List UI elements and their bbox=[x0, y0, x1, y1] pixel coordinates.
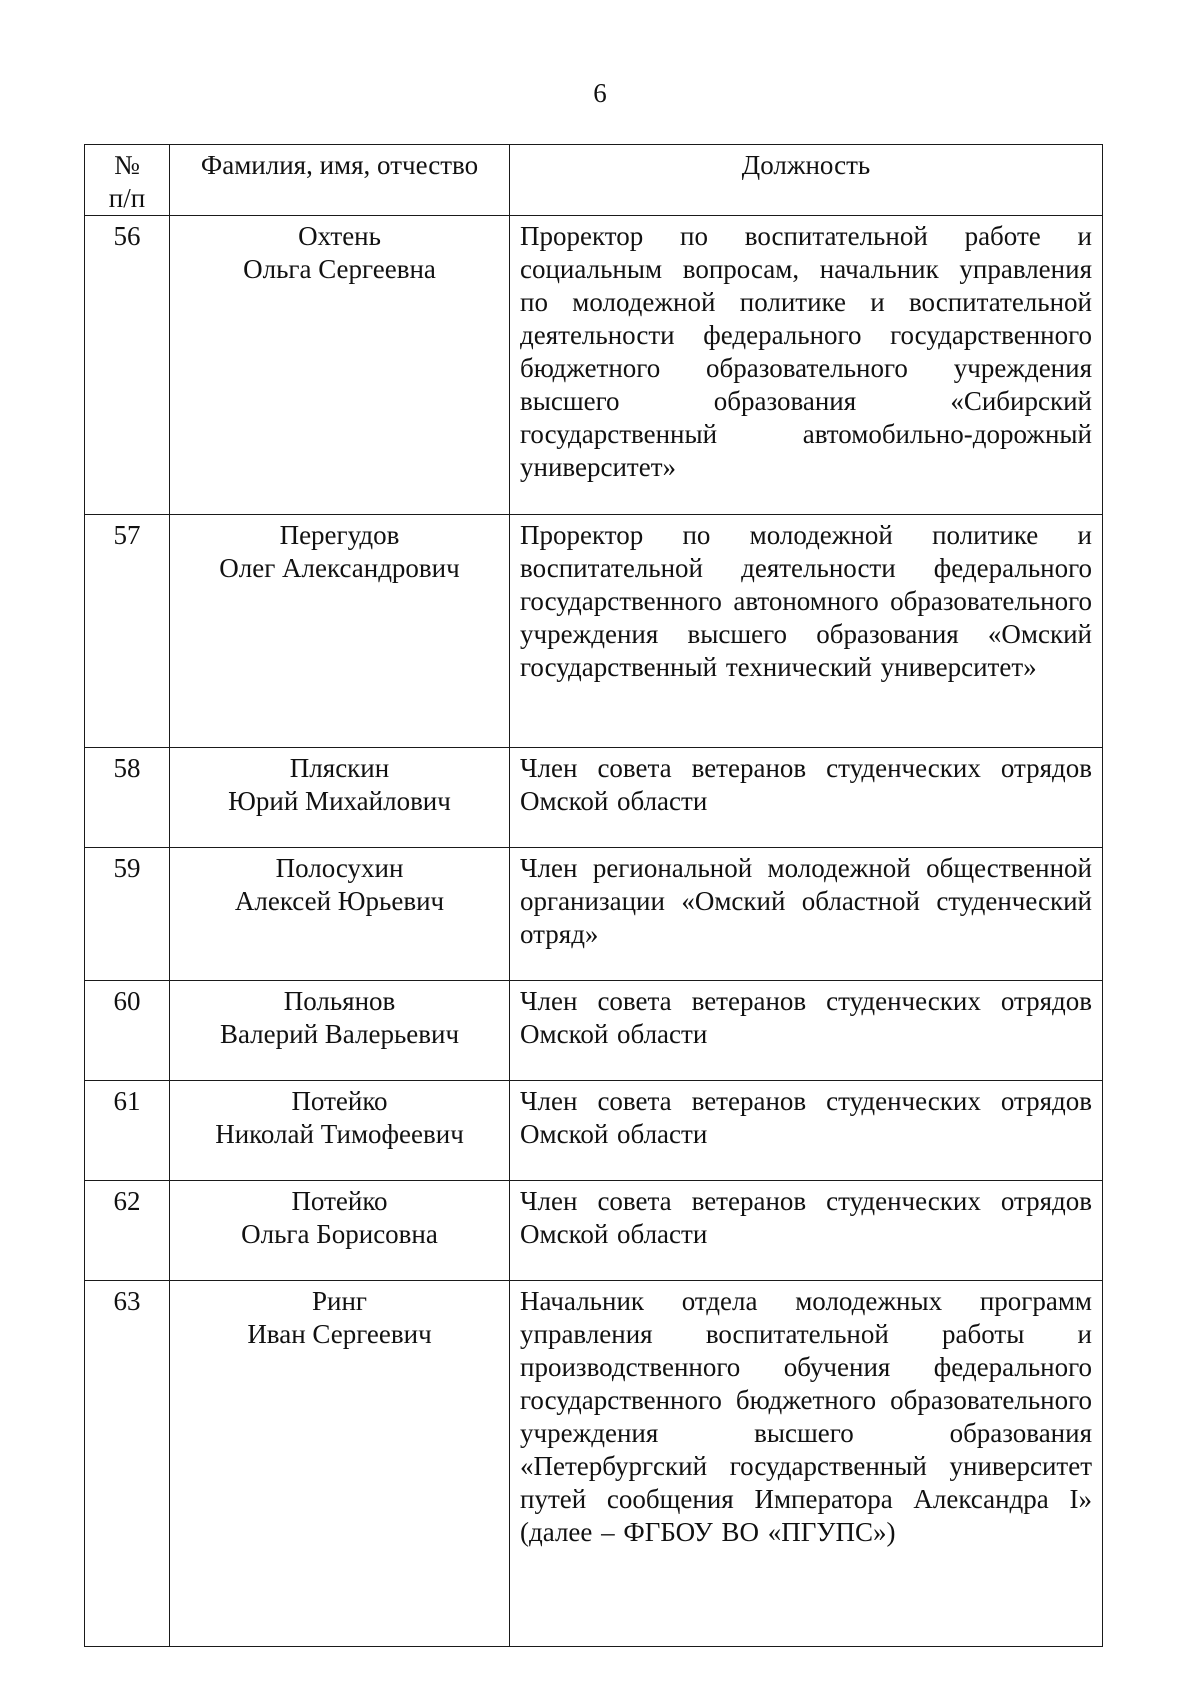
header-position: Должность bbox=[510, 145, 1103, 216]
personnel-table bbox=[84, 144, 1103, 1647]
row-position: Проректор по молодежной политике и воспитательной деятельности федерального государственного автономного образовательного учреждения высшего образования «Омский государственный технический университет» bbox=[510, 515, 1103, 748]
header-number-symbol: № bbox=[114, 150, 140, 180]
row-position: Член совета ветеранов студенческих отрядов Омской области bbox=[510, 1081, 1103, 1181]
row-number: 57 bbox=[85, 515, 170, 748]
table-row bbox=[85, 981, 1103, 1081]
table-header-row bbox=[85, 145, 1103, 216]
header-number bbox=[85, 145, 170, 216]
row-surname: Польянов bbox=[283, 986, 396, 1016]
row-given-names: Иван Сергеевич bbox=[247, 1319, 432, 1349]
table-row bbox=[85, 848, 1103, 981]
row-given-names: Николай Тимофеевич bbox=[215, 1119, 464, 1149]
row-given-names: Юрий Михайлович bbox=[228, 786, 451, 816]
row-surname: Пляскин bbox=[289, 753, 390, 783]
row-number: 59 bbox=[85, 848, 170, 981]
row-full-name bbox=[170, 1081, 510, 1181]
table-row bbox=[85, 748, 1103, 848]
row-surname: Полосухин bbox=[275, 853, 404, 883]
row-position: Начальник отдела молодежных программ управления воспитательной работы и производственного обучения федерального государственного бюджетного образовательного учреждения высшего образования «Петербургский государственный университет путей сообщения Императора Александра I» (далее – ФГБОУ ВО «ПГУПС») bbox=[510, 1281, 1103, 1647]
row-position: Член региональной молодежной общественной организации «Омский областной студенческий отряд» bbox=[510, 848, 1103, 981]
row-given-names: Алексей Юрьевич bbox=[234, 886, 445, 916]
row-number: 61 bbox=[85, 1081, 170, 1181]
row-full-name bbox=[170, 1181, 510, 1281]
header-full-name: Фамилия, имя, отчество bbox=[170, 145, 510, 216]
table-row bbox=[85, 1181, 1103, 1281]
row-number: 62 bbox=[85, 1181, 170, 1281]
row-number: 60 bbox=[85, 981, 170, 1081]
row-surname: Ринг bbox=[312, 1286, 367, 1316]
row-full-name bbox=[170, 748, 510, 848]
row-full-name bbox=[170, 1281, 510, 1647]
row-given-names: Ольга Сергеевна bbox=[243, 254, 436, 284]
row-surname: Перегудов bbox=[279, 520, 400, 550]
table-row bbox=[85, 1281, 1103, 1647]
header-number-abbr: п/п bbox=[108, 183, 146, 213]
row-position: Член совета ветеранов студенческих отрядов Омской области bbox=[510, 1181, 1103, 1281]
row-position: Член совета ветеранов студенческих отрядов Омской области bbox=[510, 748, 1103, 848]
table-row bbox=[85, 1081, 1103, 1181]
row-position: Член совета ветеранов студенческих отрядов Омской области bbox=[510, 981, 1103, 1081]
row-full-name bbox=[170, 981, 510, 1081]
row-number: 58 bbox=[85, 748, 170, 848]
row-given-names: Ольга Борисовна bbox=[241, 1219, 438, 1249]
row-given-names: Валерий Валерьевич bbox=[219, 1019, 460, 1049]
row-number: 63 bbox=[85, 1281, 170, 1647]
row-full-name bbox=[170, 515, 510, 748]
row-full-name bbox=[170, 216, 510, 515]
page-number: 6 bbox=[593, 78, 607, 108]
row-number: 56 bbox=[85, 216, 170, 515]
row-surname: Потейко bbox=[291, 1086, 388, 1116]
table-row bbox=[85, 515, 1103, 748]
table-row bbox=[85, 216, 1103, 515]
row-surname: Потейко bbox=[291, 1186, 388, 1216]
row-full-name bbox=[170, 848, 510, 981]
row-given-names: Олег Александрович bbox=[219, 553, 460, 583]
row-surname: Охтень bbox=[298, 221, 381, 251]
row-position: Проректор по воспитательной работе и социальным вопросам, начальник управления по молодежной политике и воспитательной деятельности федерального государственного бюджетного образовательного учреждения высшего образования «Сибирский государственный автомобильно-дорожный университет» bbox=[510, 216, 1103, 515]
